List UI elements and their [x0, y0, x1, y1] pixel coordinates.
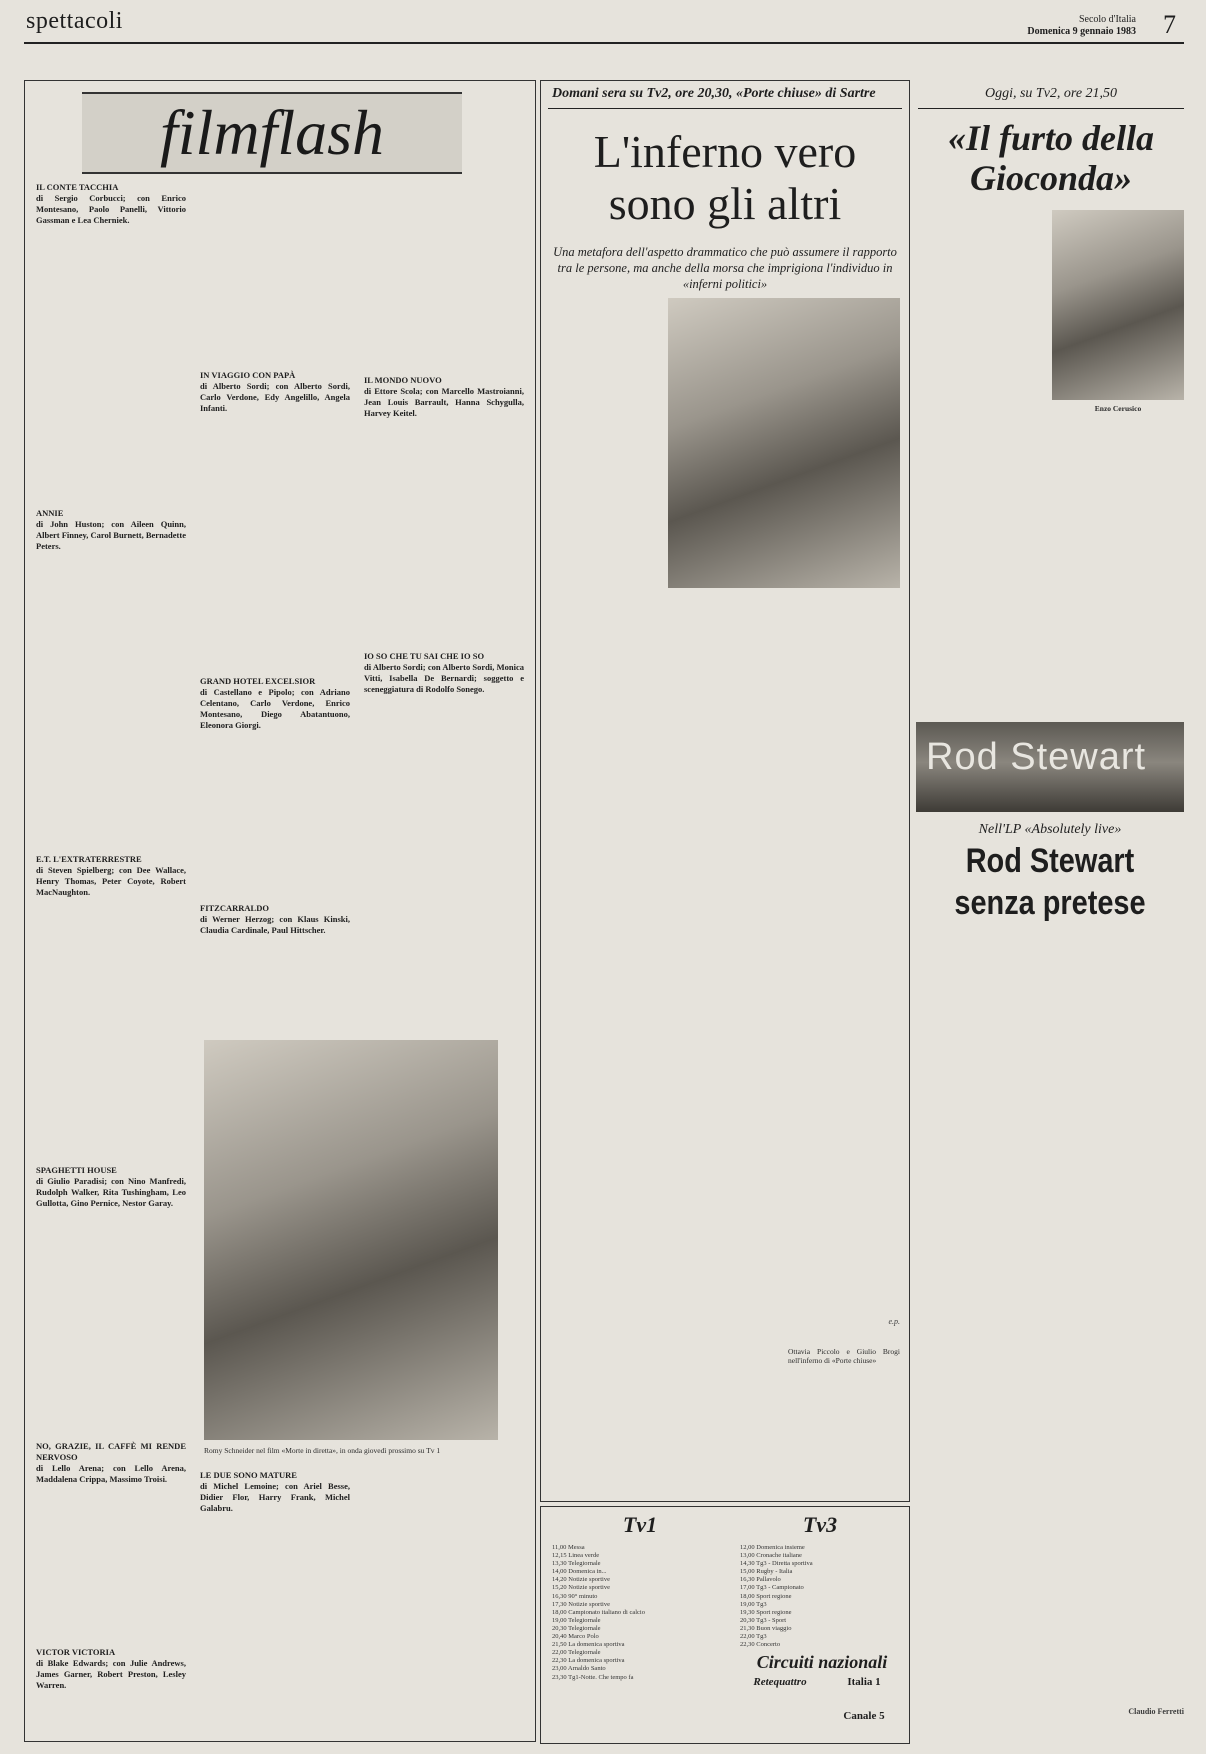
article-body [788, 596, 900, 1306]
review-credits: di Alberto Sordi; con Alberto Sordi, Carlo Verdone, Edy Angelillo, Angela Infanti. [200, 381, 350, 413]
cerusico-caption: Enzo Cerusico [1094, 404, 1142, 413]
page-number: 7 [1163, 10, 1176, 39]
tv1-list [552, 1544, 728, 1740]
program-item: 22,00 Telegiornale [552, 1649, 601, 1657]
gioconda-kicker: Oggi, su Tv2, ore 21,50 [984, 86, 1118, 101]
cerusico-photo [1052, 210, 1184, 400]
review-body [364, 182, 524, 367]
review-body [200, 1520, 350, 1720]
kicker-rule [918, 108, 1184, 109]
article-body [1052, 936, 1184, 1706]
filmflash-col3 [364, 182, 524, 1032]
program-item: 15,20 Notizie sportive [552, 1584, 610, 1592]
article-body [548, 298, 658, 1478]
program-item: 19,00 Tg3 [740, 1600, 767, 1608]
review-credits: di Werner Herzog; con Klaus Kinski, Claudia Cardinale, Paul Hittscher. [200, 914, 350, 935]
sartre-caption: Ottavia Piccolo e Giulio Brogi nell'inferno di «Porte chiuse» [788, 1347, 900, 1365]
review-body [36, 232, 186, 502]
review-title: IL CONTE TACCHIA [36, 182, 119, 192]
review-title: LE DUE SONO MATURE [200, 1470, 297, 1480]
section-title: spettacoli [26, 8, 123, 34]
network-listing [744, 1692, 820, 1738]
program-item: 18,00 Campionato italiano di calcio [552, 1608, 645, 1616]
review-title: IO SO CHE TU SAI CHE IO SO [364, 651, 485, 661]
program-item: 13,30 Telegiornale [552, 1560, 601, 1568]
rodstewart-signature: Claudio Ferretti [1128, 1707, 1184, 1716]
program-item: 21,50 La domenica sportiva [552, 1641, 625, 1649]
review-body [36, 1215, 186, 1435]
review-credits: di Ettore Scola; con Marcello Mastroianni, Jean Louis Barrault, Hanna Schygulla, Harvey Keitel. [364, 386, 524, 418]
program-item: 13,00 Cronache italiane [740, 1552, 802, 1560]
network-heading: Retequattro [753, 1676, 807, 1688]
program-item: 11,00 Messa [552, 1544, 585, 1551]
review-credits: di Castellano e Pipolo; con Adriano Celentano, Carlo Verdone, Enrico Montesano, Diego Abatantuono, Eleonora Giorgi. [200, 687, 350, 730]
review-title: NO, GRAZIE, IL CAFFÈ MI RENDE NERVOSO [36, 1441, 186, 1462]
filmflash-col1 [36, 182, 186, 1732]
network-heading: Canale 5 [843, 1710, 885, 1722]
article-signature: e.p. [888, 1317, 900, 1326]
gioconda-title: «Il furto della Gioconda» [947, 118, 1154, 198]
review-title: E.T. L'EXTRATERRESTRE [36, 854, 142, 864]
review-credits: di Alberto Sordi; con Alberto Sordi, Monica Vitti, Isabella De Bernardi; soggetto e sceneggiatura di Rodolfo Sonego. [364, 662, 524, 694]
review-credits: di Steven Spielberg; con Dee Wallace, Henry Thomas, Peter Coyote, Robert MacNaughton. [36, 865, 186, 897]
program-item: 22,30 La domenica sportiva [552, 1657, 625, 1665]
review-body [200, 942, 350, 1022]
review-body [364, 701, 524, 981]
masthead [1027, 14, 1136, 38]
review-title: ANNIE [36, 508, 64, 518]
program-item: 12,15 Linea verde [552, 1552, 600, 1560]
review-body [36, 1697, 186, 1732]
gioconda-col2 [1052, 420, 1184, 710]
program-item: 22,30 Concerto [740, 1641, 781, 1648]
sartre-title: L'inferno vero sono gli altri [593, 126, 857, 229]
header-rule [24, 42, 1184, 44]
review-body [36, 558, 186, 848]
program-item: 19,00 Telegiornale [552, 1616, 601, 1624]
filmflash-col3-bottom [364, 1470, 514, 1730]
program-item: 19,30 Sport regione [740, 1608, 792, 1616]
review-body [200, 420, 350, 670]
romy-photo [204, 1040, 498, 1440]
article-body [1052, 420, 1184, 700]
paper-name: Secolo d'Italia [1078, 14, 1136, 25]
filmflash-col2-bottom [200, 1470, 350, 1730]
filmflash-banner: filmflash [82, 92, 462, 174]
review-credits: di Giulio Paradisi; con Nino Manfredi, Rudolph Walker, Rita Tushingham, Leo Gullotta, Gino Pernice, Nestor Garay. [36, 1176, 186, 1208]
review-credits: di Blake Edwards; con Julie Andrews, James Garner, Robert Preston, Lesley Warren. [36, 1658, 186, 1690]
review-title: GRAND HOTEL EXCELSIOR [200, 676, 316, 686]
program-item: 17,30 Notizie sportive [552, 1600, 610, 1608]
program-item: 16,30 Pallavolo [740, 1576, 781, 1584]
network-heading: Italia 1 [847, 1676, 881, 1688]
program-item: 14,00 Domenica in... [552, 1568, 607, 1576]
sartre-photo [668, 298, 900, 588]
program-item: 20,30 Tg3 - Sport [740, 1616, 787, 1624]
program-item: 18,00 Sport regione [740, 1592, 792, 1600]
kicker-rule [548, 108, 902, 109]
circuits-heading: Circuiti nazionali [756, 1652, 888, 1672]
gioconda-col1b [918, 586, 1046, 706]
rodstewart-col2 [1052, 936, 1184, 1736]
photo-lettering: Rod Stewart [926, 736, 1147, 778]
program-item: 15,00 Rugby - Italia [740, 1568, 793, 1576]
program-item: 16,30 90° minuto [552, 1592, 598, 1600]
review-title: SPAGHETTI HOUSE [36, 1165, 117, 1175]
program-item: 17,00 Tg3 - Campionato [740, 1584, 804, 1592]
program-item: 14,30 Tg3 - Diretta sportiva [740, 1560, 813, 1568]
rodstewart-title: Rod Stewart senza pretese [954, 842, 1146, 922]
sartre-col3 [788, 596, 900, 1476]
gioconda-col1a [918, 210, 1046, 580]
filmflash-col2 [200, 182, 350, 1032]
sartre-col2 [668, 596, 778, 1486]
rodstewart-col1 [918, 936, 1046, 1496]
review-title: FITZCARRALDO [200, 903, 269, 913]
sartre-lead: Una metafora dell'aspetto drammatico che può assumere il rapporto tra le persone, ma anche della morsa che imprigiona l'individuo in «inferni politici» [553, 245, 897, 291]
article-body [918, 586, 1046, 696]
article-body [918, 210, 1046, 570]
program-item: 21,30 Buon viaggio [740, 1624, 792, 1632]
review-title: IN VIAGGIO CON PAPÀ [200, 370, 296, 380]
rodstewart-kicker: Nell'LP «Absolutely live» [978, 822, 1122, 837]
tv1-heading: Tv1 [622, 1512, 658, 1537]
program-item: 23,30 Tg1-Notte. Che tempo fa [552, 1673, 634, 1681]
program-item: 22,00 Tg3 [740, 1633, 767, 1641]
review-body [364, 425, 524, 645]
program-item: 20,30 Telegiornale [552, 1624, 601, 1632]
sartre-kicker: Domani sera su Tv2, ore 20,30, «Porte chiuse» di Sartre [552, 86, 876, 101]
tv3-list [740, 1544, 904, 1648]
review-body [200, 182, 350, 362]
article-body [668, 596, 778, 1476]
program-item: 20,40 Marco Polo [552, 1633, 599, 1641]
issue-date: Domenica 9 gennaio 1983 [1027, 26, 1136, 37]
review-body [36, 1491, 186, 1641]
review-body [200, 737, 350, 897]
review-credits: di Michel Lemoine; con Ariel Besse, Didier Flor, Harry Frank, Michel Galabru. [200, 1481, 350, 1513]
review-credits: di Lello Arena; con Lello Arena, Maddalena Crippa, Massimo Troisi. [36, 1463, 186, 1484]
review-body [36, 904, 186, 1159]
program-item: 12,00 Domenica insieme [740, 1544, 805, 1551]
tv3-heading: Tv3 [802, 1512, 838, 1537]
review-credits: di Sergio Corbucci; con Enrico Montesano, Paolo Panelli, Vittorio Gassman e Lea Cherniek. [36, 193, 186, 225]
review-body [364, 1470, 514, 1710]
sartre-col1 [548, 298, 658, 1488]
program-item: 23,00 Arnaldo Santo [552, 1665, 606, 1673]
review-title: IL MONDO NUOVO [364, 375, 442, 385]
program-item: 14,20 Notizie sportive [552, 1576, 610, 1584]
review-credits: di John Huston; con Aileen Quinn, Albert Finney, Carol Burnett, Bernadette Peters. [36, 519, 186, 551]
article-body [918, 936, 1046, 1486]
review-title: VICTOR VICTORIA [36, 1647, 116, 1657]
rod-stewart-photo [916, 722, 1184, 812]
romy-caption: Romy Schneider nel film «Morte in diretta», in onda giovedì prossimo su Tv 1 [204, 1446, 441, 1455]
